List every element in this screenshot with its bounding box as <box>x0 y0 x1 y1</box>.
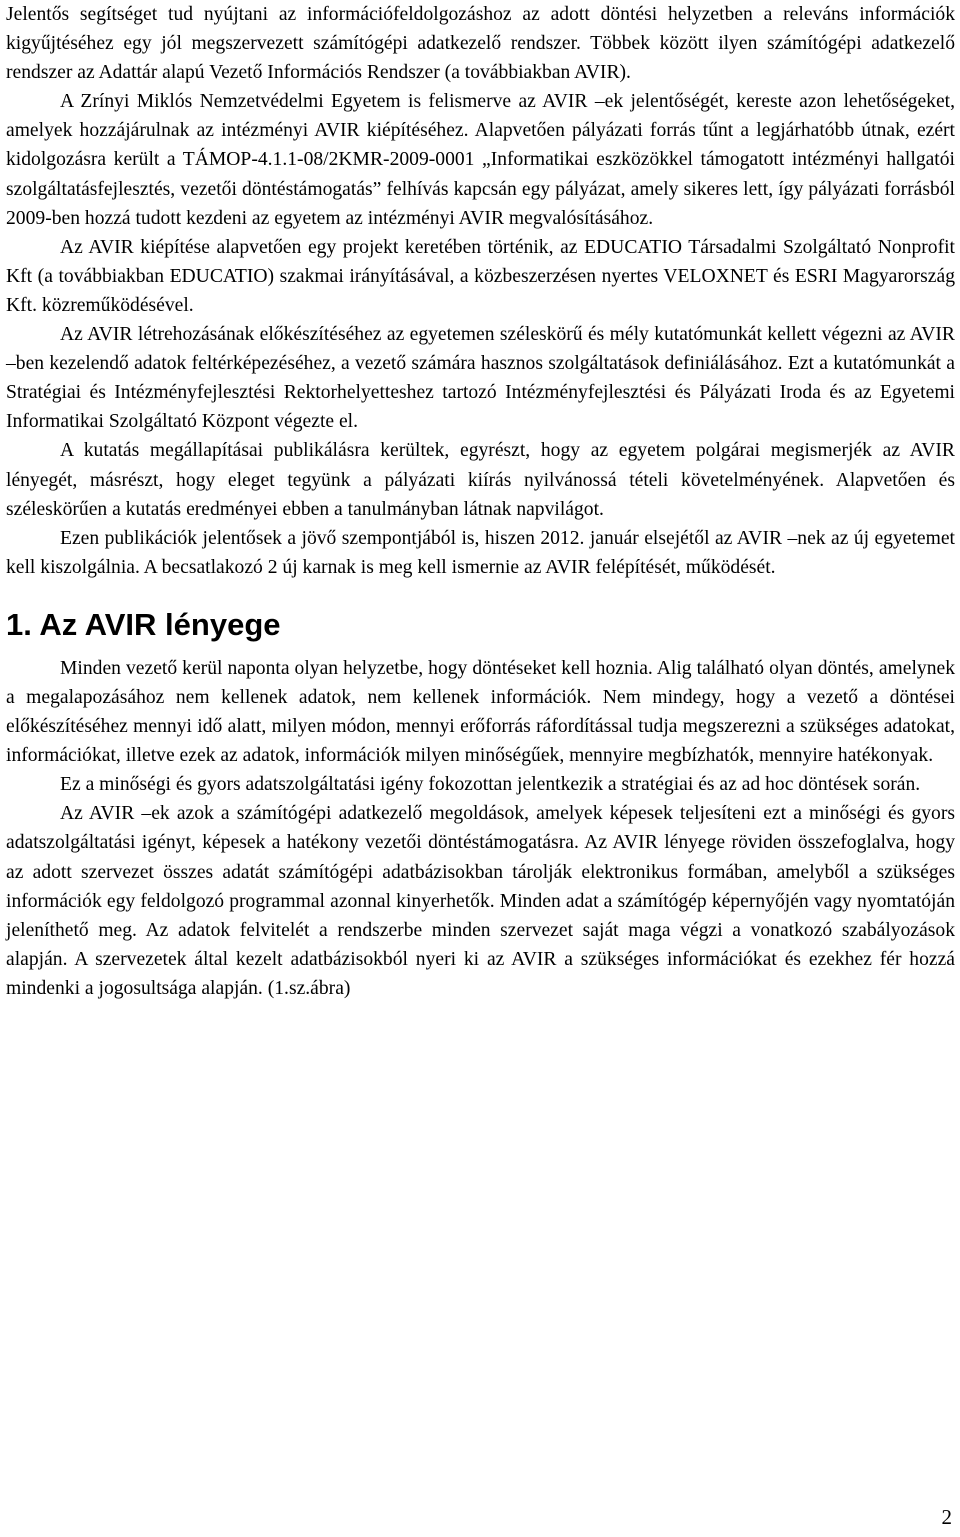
section-paragraph-3: Az AVIR –ek azok a számítógépi adatkezelő megoldások, amelyek képesek teljesíteni ezt a minőségi és gyors adatszolgáltatási igényt, képesek a hatékony vezetői döntéstámogatásra. Az AVIR lényege röviden összefoglalva, hogy az adott szervezet összes adatát számítógépi adatbázisokban tárolják elektronikus formában, amelyből a szükséges információk egy feldolgozó programmal azonnal kinyerhetők. Minden adat a számítógép képernyőjén vagy nyomtatóján jeleníthető meg. Az adatok felvitelét a rendszerbe minden szervezet saját maga végzi a vonatkozó szabályozások alapján. A szervezetek által kezelt adatbázisokból nyeri ki az AVIR a szükséges információkat és ezekhez fér hozzá mindenki a jogosultsága alapján. (1.sz.ábra) <box>6 803 955 999</box>
section-paragraph-1: Minden vezető kerül naponta olyan helyzetbe, hogy döntéseket kell hoznia. Alig található olyan döntés, amelynek a megalapozásához nem kellenek adatok, nem kellenek információk. Nem mindegy, hogy a vezető a döntései előkészítéséhez mennyi idő alatt, milyen módon, mennyi erőforrás ráfordítással tudja megszerezni a szükséges adatokat, információkat, illetve ezek az adatok, információk milyen minőségűek, mennyire megbízhatók, mennyire hatékonyak. <box>6 657 955 767</box>
intro-paragraph-2: A Zrínyi Miklós Nemzetvédelmi Egyetem is felismerve az AVIR –ek jelentőségét, kereste azon lehetőségeket, amelyek hozzájárulnak az intézményi AVIR kiépítéséhez. Alapvetően pályázati forrás tűnt a legjárhatóbb útnak, ezért kidolgozásra került a TÁMOP-4.1.1-08/2KMR-2009-0001 „Informatikai eszközökkel támogatott intézményi hallgatói szolgáltatásfejlesztés, vezetői döntéstámogatás” felhívás kapcsán egy pályázat, amely sikeres lett, így pályázati forrásból 2009-ben hozzá tudott kezdeni az egyetem az intézményi AVIR megvalósításához. <box>6 91 955 229</box>
intro-paragraph-1: Jelentős segítséget tud nyújtani az információfeldolgozáshoz az adott döntési helyzetben a releváns információk kigyűjtéséhez egy jól megszervezett számítógépi adatkezelő rendszer. Többek között ilyen számítógépi adatkezelő rendszer az Adattár alapú Vezető Információs Rendszer (a továbbiakban AVIR). <box>6 4 955 84</box>
intro-paragraph-5: A kutatás megállapításai publikálásra kerültek, egyrészt, hogy az egyetem polgárai megismerjék az AVIR lényegét, másrészt, hogy eleget tegyünk a pályázati kiírás nyilvánossá tételi követelményének. Alapvetően és széleskörűen a kutatás eredményei ebben a tanulmányban látnak napvilágot. <box>6 440 955 520</box>
page-number: 2 <box>941 1505 952 1529</box>
document-page <box>6 0 955 1003</box>
intro-paragraph-3: Az AVIR kiépítése alapvetően egy projekt keretében történik, az EDUCATIO Társadalmi Szolgáltató Nonprofit Kft (a továbbiakban EDUCATIO) szakmai irányításával, a közbeszerzésen nyertes VELOXNET és ESRI Magyarország Kft. közreműködésével. <box>6 236 955 316</box>
intro-paragraph-6: Ezen publikációk jelentősek a jövő szempontjából is, hiszen 2012. január elsejétől az AVIR –nek az új egyetemet kell kiszolgálnia. A becsatlakozó 2 új karnak is meg kell ismernie az AVIR felépítését, működését. <box>6 527 955 578</box>
section-heading: 1. Az AVIR lényege <box>6 606 281 642</box>
intro-paragraph-4: Az AVIR létrehozásának előkészítéséhez az egyetemen széleskörű és mély kutatómunkát kellett végezni az AVIR –ben kezelendő adatok feltérképezéséhez, a vezető számára hasznos szolgáltatások definiálásához. Ezt a kutatómunkát a Stratégiai és Intézményfejlesztési Rektorhelyetteshez tartozó Intézményfejlesztési és Pályázati Iroda és az Egyetemi Informatikai Szolgáltató Központ végezte el. <box>6 324 955 433</box>
section-paragraph-2: Ez a minőségi és gyors adatszolgáltatási igény fokozottan jelentkezik a stratégiai és az ad hoc döntések során. <box>60 774 921 796</box>
